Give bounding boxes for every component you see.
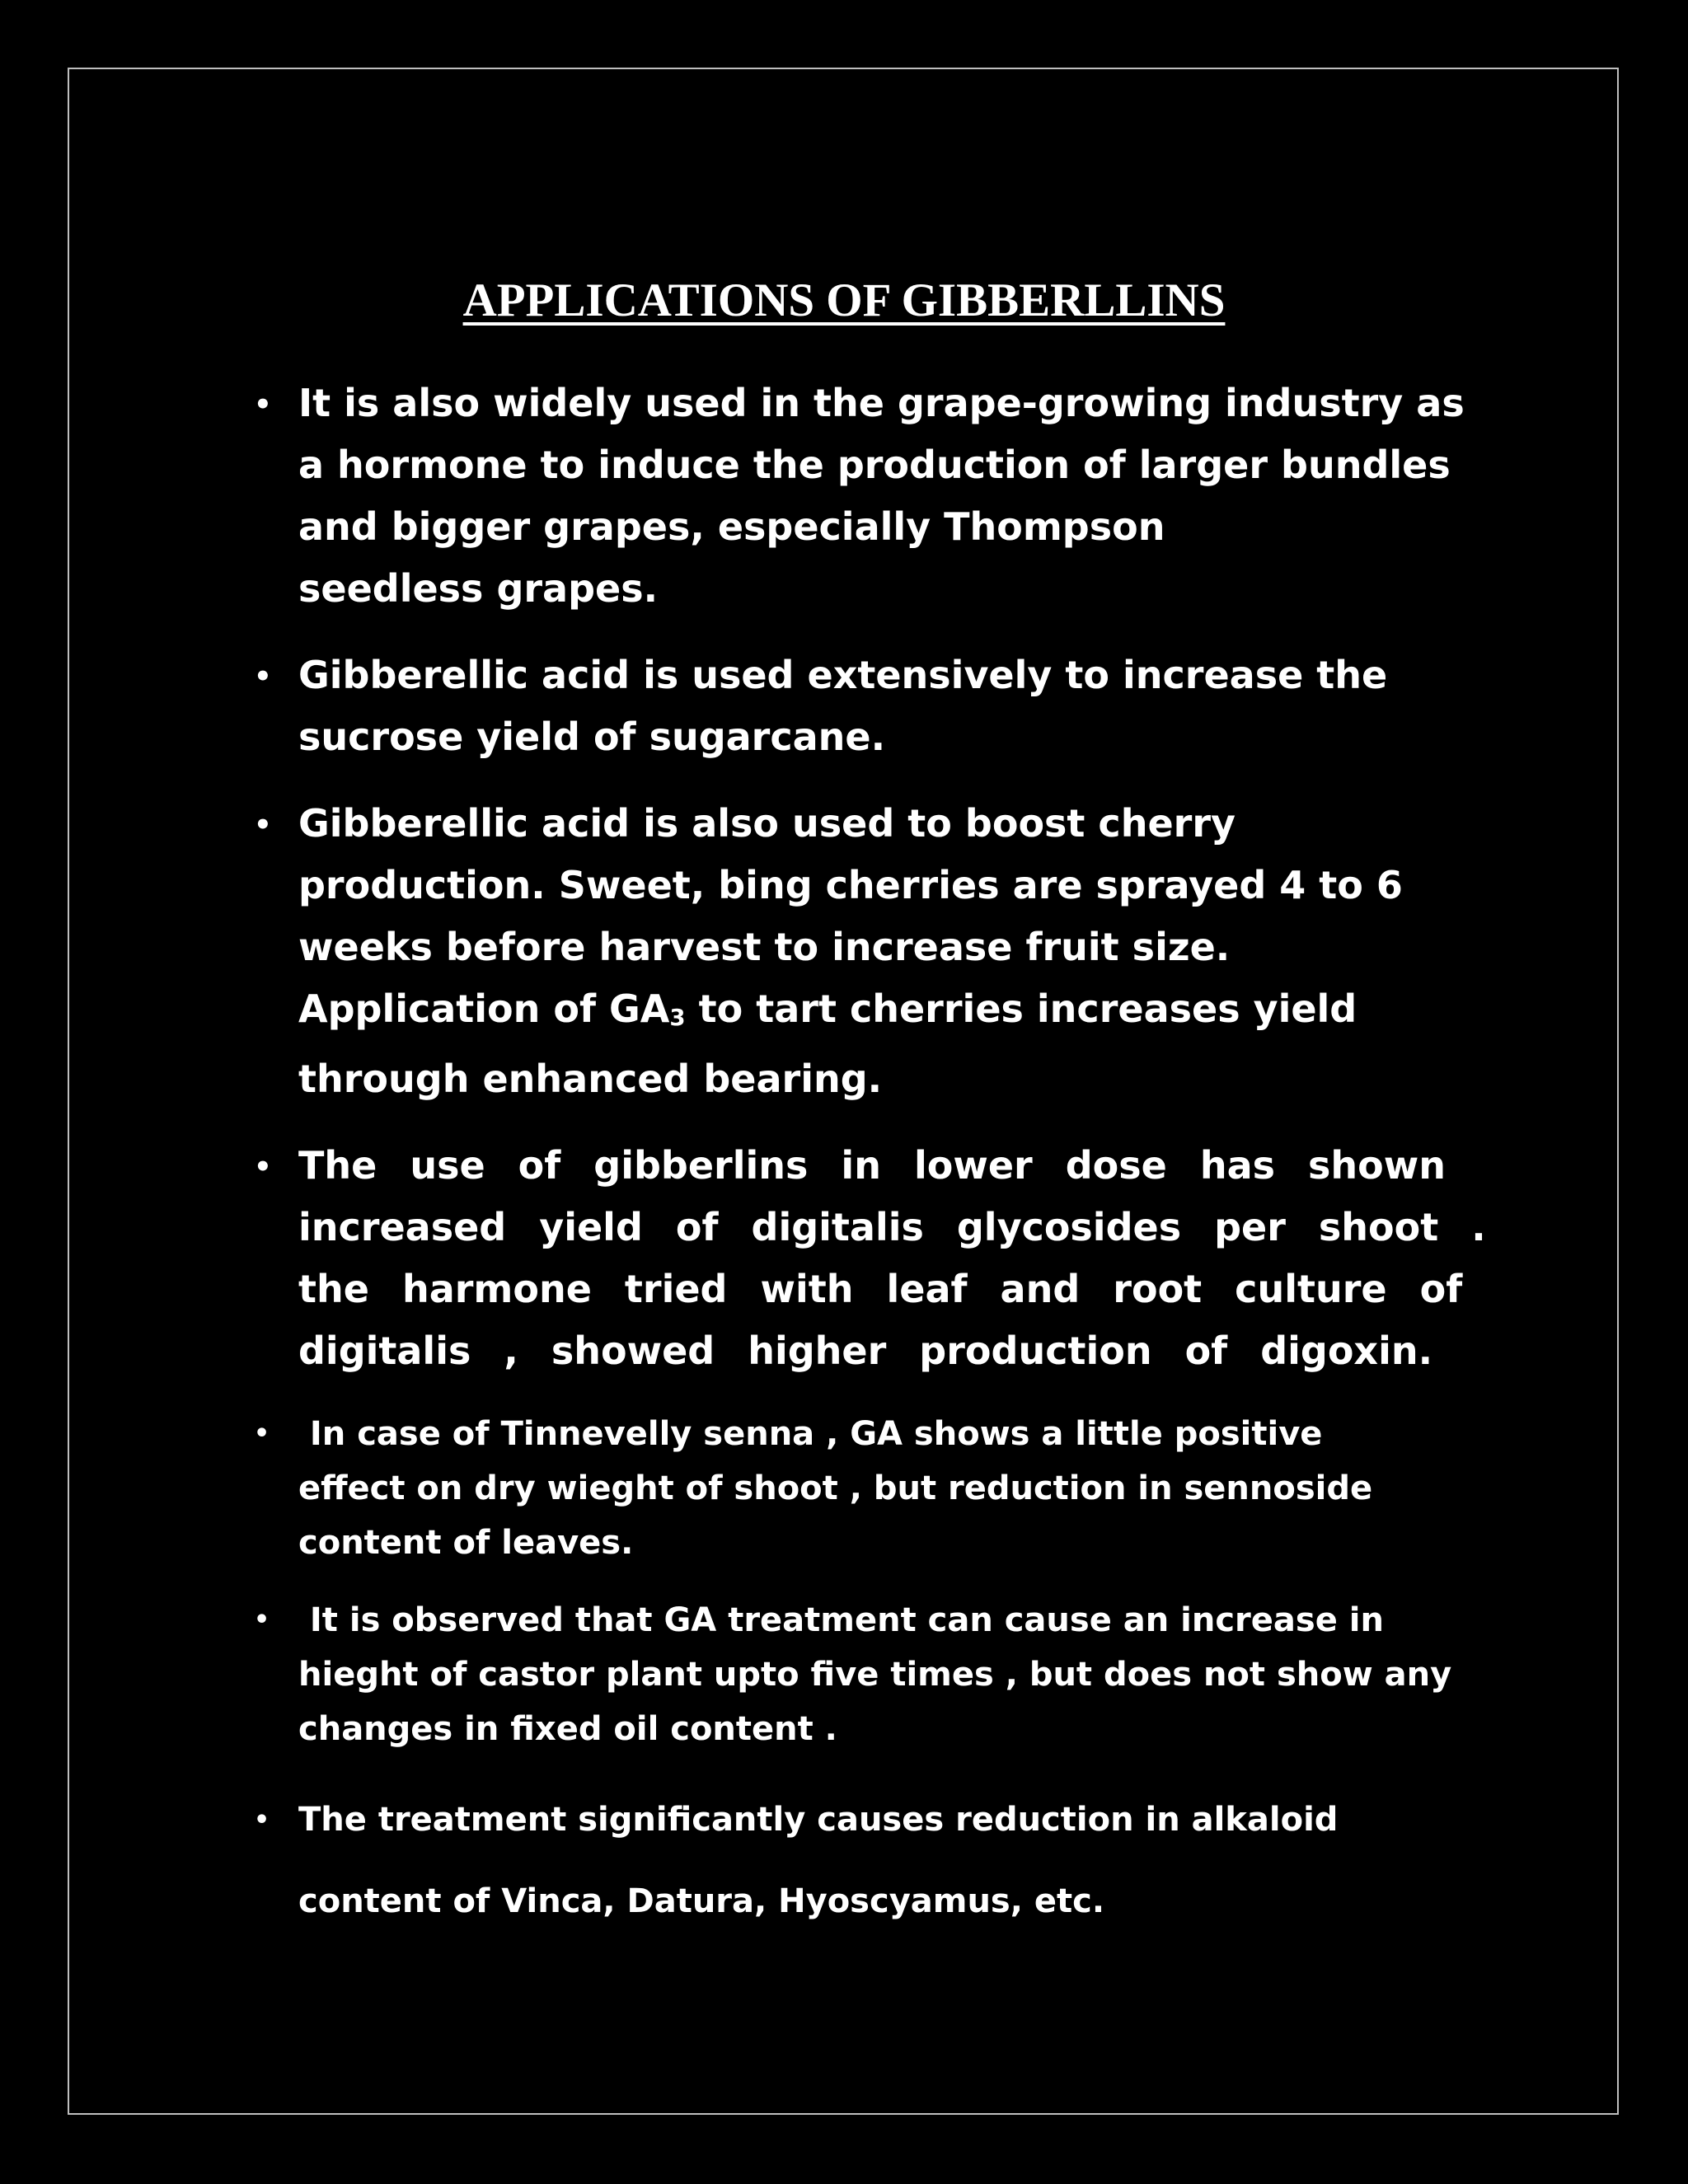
text-line: In case of Tinnevelly senna , GA shows a little positive [298, 1415, 1323, 1454]
page-title: APPLICATIONS OF GIBBERLLINS [462, 274, 1226, 326]
text-line: content of Vinca, Datura, Hyoscyamus, etc. [298, 1882, 1105, 1921]
bullet-icon: • [254, 1151, 272, 1184]
bullet-icon: • [254, 388, 272, 421]
text-line: Gibberellic acid is also used to boost cherry [298, 801, 1236, 846]
bullet-icon: • [254, 1605, 270, 1635]
text-line: through enhanced bearing. [298, 1057, 883, 1102]
text-line: Gibberellic acid is used extensively to increase the [298, 653, 1388, 697]
text-line: changes in fixed oil content . [298, 1710, 837, 1749]
list-item-castor [246, 1593, 1498, 1756]
text-line: The use of gibberlins in lower dose has shown [298, 1143, 1446, 1188]
text-line: increased yield of digitalis glycosides per shoot . [298, 1205, 1486, 1250]
list-item-alkaloid [246, 1779, 1498, 1943]
text-line: a hormone to induce the production of larger bundles [298, 443, 1451, 487]
list-item-grapes [246, 373, 1498, 620]
text-line: content of leaves. [298, 1524, 634, 1563]
applications-list [246, 373, 1498, 1943]
text-line: It is also widely used in the grape-growing industry as [298, 381, 1465, 425]
bullet-icon: • [254, 1806, 270, 1835]
text-line: production. Sweet, bing cherries are sprayed 4 to 6 [298, 863, 1403, 907]
ga3-line-before: Application of GA [298, 987, 670, 1031]
bullet-icon: • [254, 660, 272, 693]
list-item-cherries [246, 793, 1498, 1110]
bullet-icon: • [254, 1419, 270, 1449]
list-item-sugarcane [246, 644, 1498, 768]
text-line: seedless grapes. [298, 566, 659, 611]
list-item-digitalis [246, 1135, 1498, 1382]
text-line: digitalis , showed higher production of digoxin. [298, 1329, 1433, 1374]
ga3-line [298, 978, 1498, 1048]
ga3-line-after: to tart cherries increases yield [685, 987, 1357, 1031]
list-item-senna [246, 1407, 1498, 1570]
bullet-icon: • [254, 808, 272, 841]
text-line: The treatment significantly causes reduction in alkaloid [298, 1801, 1339, 1840]
ga3-subscript: 3 [669, 1004, 686, 1032]
text-line: and bigger grapes, especially Thompson [298, 504, 1165, 549]
text-line: the harmone tried with leaf and root culture of [298, 1267, 1463, 1312]
text-line: hieght of castor plant upto five times , but does not show any [298, 1656, 1452, 1694]
text-line: effect on dry wieght of shoot , but reduction in sennoside [298, 1469, 1373, 1508]
text-line: weeks before harvest to increase fruit size. [298, 925, 1231, 969]
text-line: It is observed that GA treatment can cause an increase in [298, 1601, 1384, 1640]
text-line: sucrose yield of sugarcane. [298, 715, 886, 759]
